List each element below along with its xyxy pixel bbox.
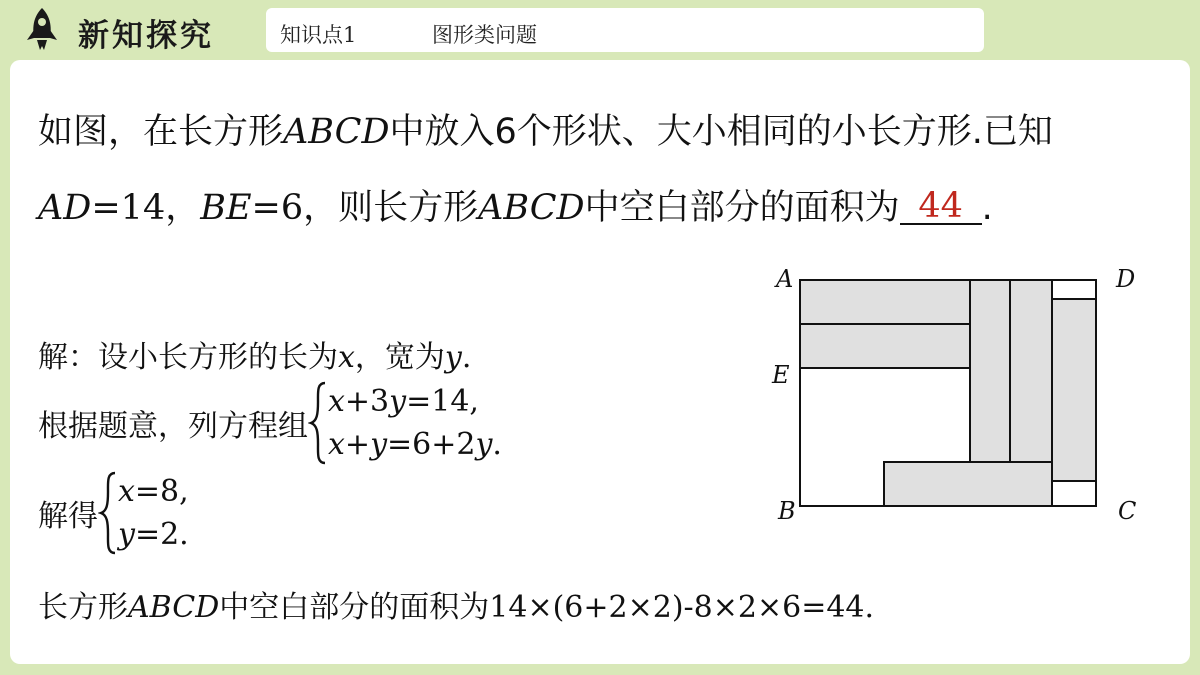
small-rect-5 xyxy=(1052,299,1096,481)
var-abcd-2: ABCD xyxy=(478,188,585,228)
answer-value: 44 xyxy=(918,186,963,226)
area-expression: 14×(6+2×2)-8×2×6=44. xyxy=(489,590,875,625)
small-rect-1 xyxy=(800,280,970,324)
result-intro: 解得 xyxy=(38,499,98,534)
solution-width-text: ，宽为 xyxy=(354,340,445,375)
equation-2: x+y=6+2y. xyxy=(328,427,502,462)
var-be: BE xyxy=(200,188,252,228)
label-c: C xyxy=(1118,497,1137,525)
eq-ad: =14， xyxy=(91,188,201,228)
area-intro: 长方形 xyxy=(38,590,128,625)
var-y: y xyxy=(444,340,462,375)
section-title: 新知探究 xyxy=(78,18,214,54)
label-e: E xyxy=(772,361,790,389)
label-a: A xyxy=(776,265,794,293)
problem-text-2: 中放入6个形状、大小相同的小长方形.已知 xyxy=(389,112,1053,152)
solution-line-3 xyxy=(38,470,228,556)
solution-line-1 xyxy=(38,332,471,376)
rocket-icon xyxy=(22,6,62,54)
solution-intro: 解：设小长方形的长为 xyxy=(38,340,338,375)
tab-bar xyxy=(266,8,984,52)
tab-topic[interactable]: 图形类问题 xyxy=(432,23,537,47)
brace-icon xyxy=(308,380,328,466)
brace-icon xyxy=(98,470,118,556)
problem-statement xyxy=(38,94,1158,246)
label-b: B xyxy=(778,497,796,525)
small-rect-3 xyxy=(970,280,1010,462)
content-card xyxy=(10,60,1190,664)
rectangle-diagram xyxy=(750,265,1150,525)
tab-knowledge-point[interactable]: 知识点1 xyxy=(280,23,357,47)
area-text: 中空白部分的面积为 xyxy=(219,590,490,625)
problem-end: . xyxy=(981,188,993,228)
small-rect-6 xyxy=(884,462,1052,506)
small-rect-4 xyxy=(1010,280,1052,462)
label-d: D xyxy=(1116,265,1136,293)
system-intro: 根据题意，列方程组 xyxy=(38,409,308,444)
var-x: x xyxy=(338,340,355,375)
small-rect-2 xyxy=(800,324,970,368)
eq-be: =6，则长方形 xyxy=(251,188,479,228)
equation-1: x+3y=14, xyxy=(328,384,479,419)
solution-line-4 xyxy=(38,582,874,626)
solution-line-1-end: . xyxy=(461,340,472,375)
solution-line-2 xyxy=(38,380,568,466)
var-abcd: ABCD xyxy=(283,112,390,152)
problem-text-1: 如图，在长方形 xyxy=(38,112,284,152)
var-abcd-3: ABCD xyxy=(128,590,220,625)
result-x: x=8, xyxy=(118,474,189,509)
header xyxy=(0,0,1200,58)
problem-text-3: 中空白部分的面积为 xyxy=(584,188,900,228)
result-y: y=2. xyxy=(118,517,189,552)
result-system xyxy=(98,470,228,556)
answer-blank xyxy=(900,186,982,226)
var-ad: AD xyxy=(38,188,92,228)
equation-system xyxy=(308,380,568,466)
